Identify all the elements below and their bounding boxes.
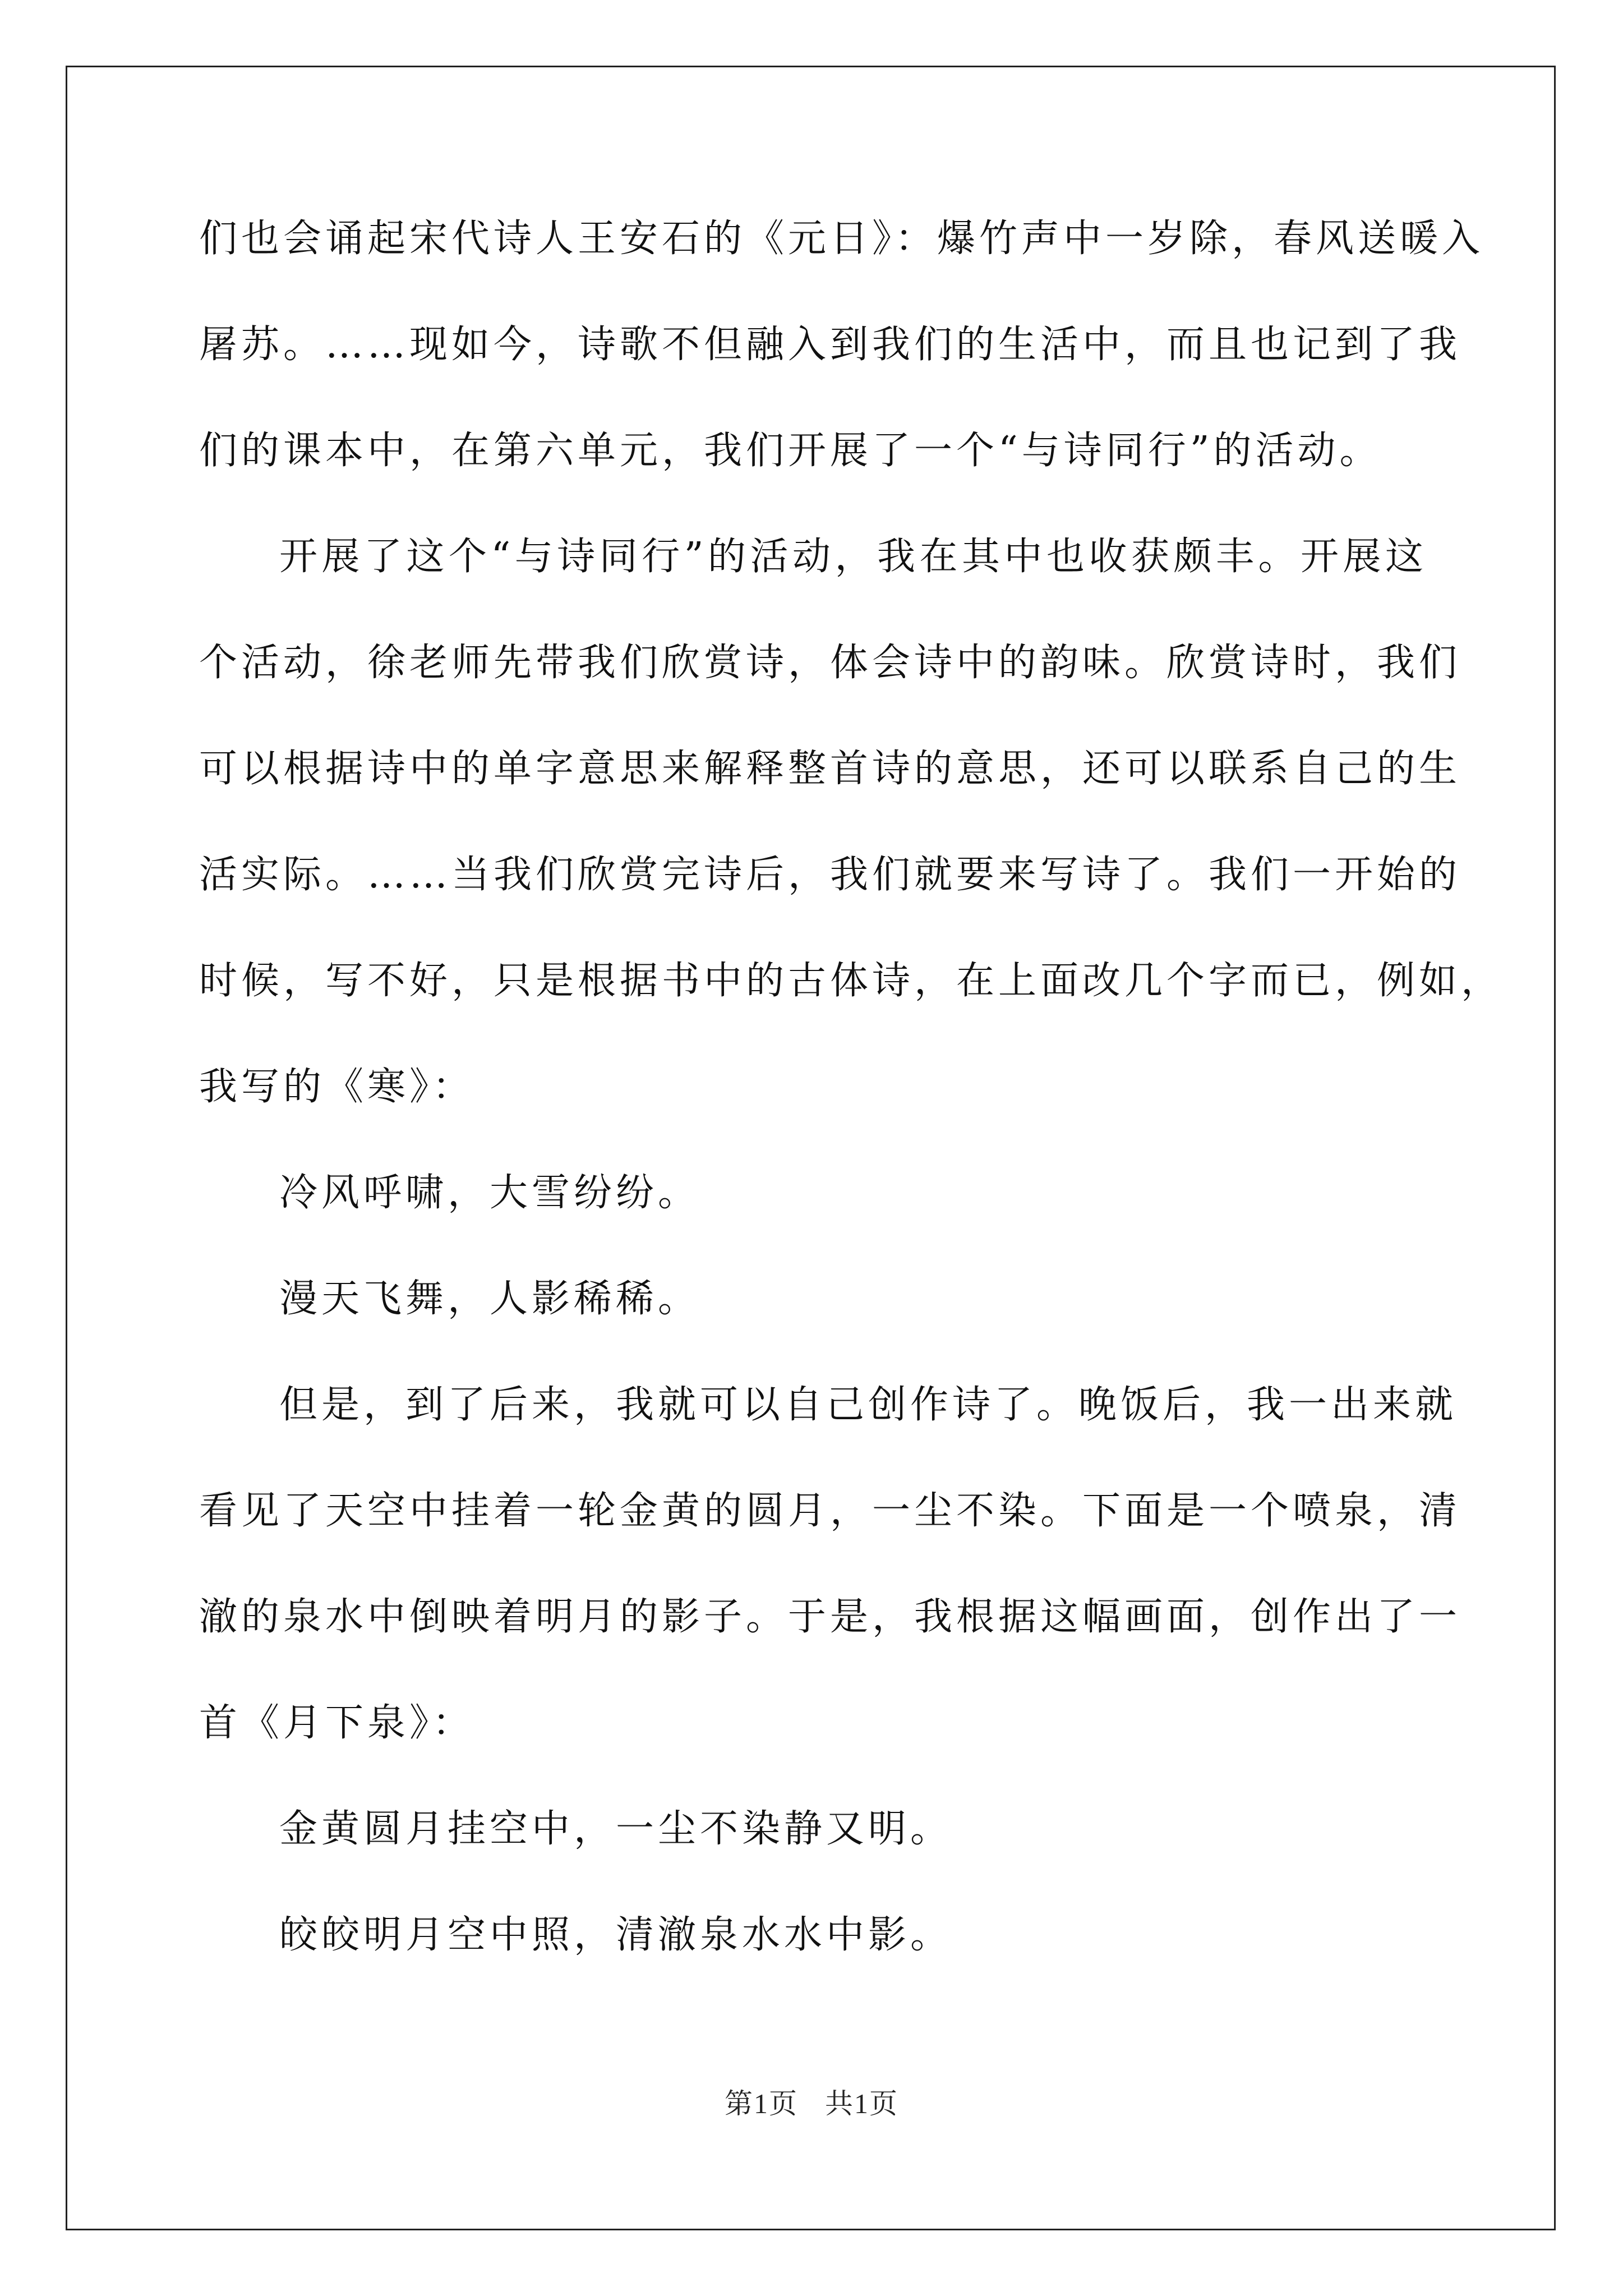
- poem-line: 漫天飞舞，人影稀稀。: [279, 1277, 700, 1321]
- text-line: 个活动，徐老师先带我们欣赏诗，体会诗中的韵味。欣赏诗时，我们: [199, 641, 1461, 685]
- text-line: 首《月下泉》：: [199, 1701, 475, 1745]
- paragraph-first-line: 开展了这个“与诗同行”的活动，我在其中也收获颇丰。开展这: [279, 535, 1427, 579]
- text-line: 看见了天空中挂着一轮金黄的圆月，一尘不染。下面是一个喷泉，清: [199, 1489, 1461, 1533]
- text-line: 屠苏。……现如今，诗歌不但融入到我们的生活中，而且也记到了我: [199, 323, 1461, 367]
- document-body: [199, 206, 1504, 2009]
- text-line: 活实际。……当我们欣赏完诗后，我们就要来写诗了。我们一开始的: [199, 853, 1461, 897]
- poem-line: 冷风呼啸，大雪纷纷。: [279, 1171, 700, 1215]
- page-total: 共1页: [825, 2088, 898, 2119]
- text-line: 们的课本中，在第六单元，我们开展了一个“与诗同行”的活动。: [199, 429, 1382, 473]
- text-line: 我写的《寒》：: [199, 1065, 475, 1109]
- page-footer: [0, 2081, 1623, 2122]
- poem-line: 皎皎明月空中照，清澈泉水水中影。: [279, 1913, 953, 1957]
- text-line: 们也会诵起宋代诗人王安石的《元日》：爆竹声中一岁除，春风送暖入: [199, 217, 1484, 261]
- page-number: 第1页: [725, 2088, 798, 2119]
- text-line: 可以根据诗中的单字意思来解释整首诗的意思，还可以联系自己的生: [199, 747, 1461, 791]
- text-line: 时候，写不好，只是根据书中的古体诗，在上面改几个字而已，例如，: [199, 959, 1504, 1003]
- paragraph-first-line: 但是，到了后来，我就可以自己创作诗了。晚饭后，我一出来就: [279, 1383, 1458, 1427]
- poem-line: 金黄圆月挂空中，一尘不染静又明。: [279, 1807, 953, 1851]
- text-line: 澈的泉水中倒映着明月的影子。于是，我根据这幅画面，创作出了一: [199, 1595, 1461, 1639]
